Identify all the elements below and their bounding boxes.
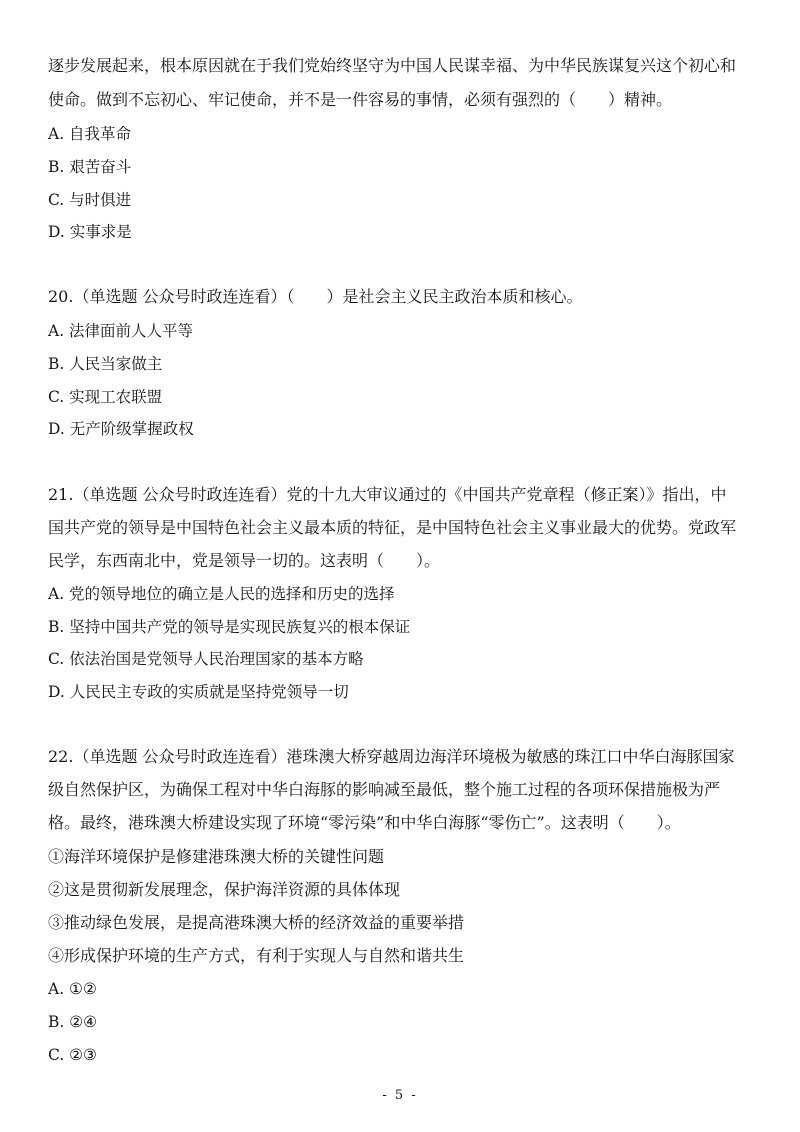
q19-option-b: B. 艰苦奋斗 xyxy=(48,158,132,176)
q22-statement-1: ①海洋环境保护是修建港珠澳大桥的关键性问题 xyxy=(48,847,385,866)
q19-stem-line-2: 使命。做到不忘初心、牢记使命，并不是一件容易的事情，必须有强烈的（ ）精神。 xyxy=(48,90,673,109)
q20-option-a: A. 法律面前人人平等 xyxy=(48,322,194,340)
q22-statement-3: ③推动绿色发展，是提高港珠澳大桥的经济效益的重要举措 xyxy=(48,913,465,932)
q19-stem-line-1: 逐步发展起来，根本原因就在于我们党始终坚守为中国人民谋幸福、为中华民族谋复兴这个初心和 xyxy=(48,56,737,75)
q19-option-d: D. 实事求是 xyxy=(48,223,132,241)
q22-stem-line-1: 22.（单选题 公众号时政连连看）港珠澳大桥穿越周边海洋环境极为敏感的珠江口中华白海豚国家 xyxy=(48,747,735,766)
q19-option-c: C. 与时俱进 xyxy=(48,191,132,209)
q21-option-c: C. 依法治国是党领导人民治理国家的基本方略 xyxy=(48,650,364,668)
q21-stem-line-2: 国共产党的领导是中国特色社会主义最本质的特征，是中国特色社会主义事业最大的优势。党政军 xyxy=(48,518,737,537)
q20-option-b: B. 人民当家做主 xyxy=(48,355,163,373)
page-number: - 5 - xyxy=(382,1088,418,1103)
q21-stem-line-3: 民学，东西南北中，党是领导一切的。这表明（ ）。 xyxy=(48,551,441,570)
q22-option-c: C. ②③ xyxy=(48,1046,97,1064)
q19-option-a: A. 自我革命 xyxy=(48,125,132,143)
q20-stem: 20.（单选题 公众号时政连连看）（ ）是社会主义民主政治本质和核心。 xyxy=(48,287,583,306)
q22-stem-line-3: 格。最终，港珠澳大桥建设实现了环境“零污染”和中华白海豚“零伤亡”。这表明（ ）。 xyxy=(48,813,681,832)
q22-statement-2: ②这是贯彻新发展理念，保护海洋资源的具体体现 xyxy=(48,880,401,899)
q22-option-a: A. ①② xyxy=(48,980,97,998)
q21-option-b: B. 坚持中国共产党的领导是实现民族复兴的根本保证 xyxy=(48,618,411,636)
q22-option-b: B. ②④ xyxy=(48,1013,98,1031)
q20-option-d: D. 无产阶级掌握政权 xyxy=(48,420,194,438)
q22-statement-4: ④形成保护环境的生产方式，有利于实现人与自然和谐共生 xyxy=(48,946,465,965)
q21-option-a: A. 党的领导地位的确立是人民的选择和历史的选择 xyxy=(48,585,395,603)
q21-stem-line-1: 21.（单选题 公众号时政连连看）党的十九大审议通过的《中国共产党章程（修正案）》指出，中 xyxy=(48,485,727,504)
q21-option-d: D. 人民民主专政的实质就是坚持党领导一切 xyxy=(48,683,349,701)
q22-stem-line-2: 级自然保护区，为确保工程对中华白海豚的影响减至最低，整个施工过程的各项环保措施极为严 xyxy=(48,780,721,799)
q20-option-c: C. 实现工农联盟 xyxy=(48,388,163,406)
